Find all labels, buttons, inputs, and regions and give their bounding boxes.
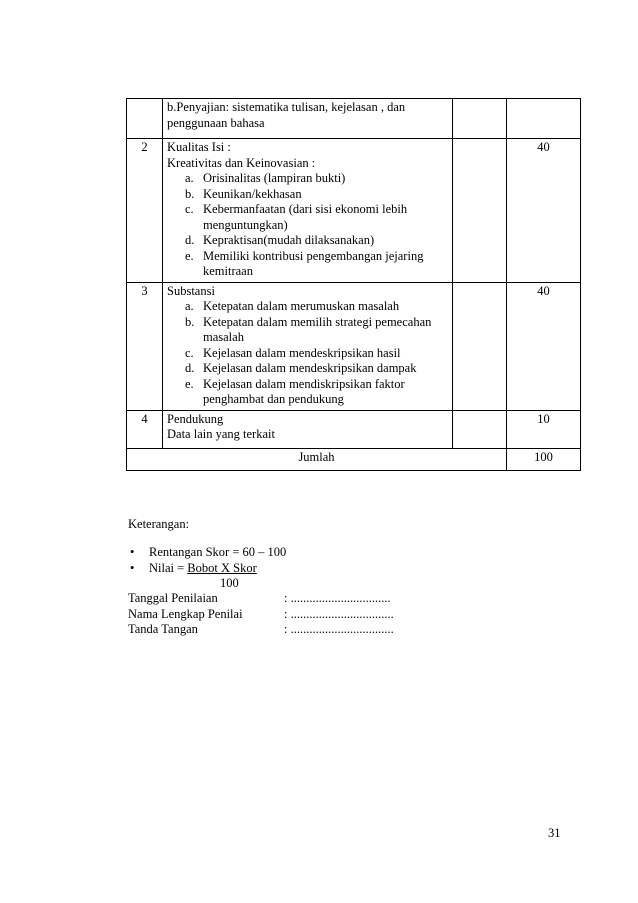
criteria-list	[167, 171, 448, 280]
list-item: e. Kejelasan dalam mendiskripsikan faktor penghambat dan pendukung	[185, 376, 405, 406]
list-item: c. Kejelasan dalam mendeskripsikan hasil	[185, 345, 401, 360]
criteria-cell	[163, 282, 453, 410]
list-item: d. Kejelasan dalam mendeskripsikan dampak	[185, 361, 417, 375]
list-item: a. Orisinalitas (lampiran bukti)	[185, 171, 346, 185]
total-label: Jumlah	[127, 448, 507, 470]
row-number: 4	[127, 410, 163, 448]
notes-heading: Keterangan:	[128, 517, 190, 531]
info-row	[128, 591, 394, 607]
weight-cell: 40	[507, 139, 581, 283]
table-row	[127, 282, 581, 410]
table-row	[127, 139, 581, 283]
criteria-title: Pendukung	[167, 411, 224, 426]
score-range: Rentangan Skor = 60 – 100	[149, 545, 287, 559]
score-cell	[453, 282, 507, 410]
score-cell	[453, 99, 507, 139]
criteria-title: Kualitas Isi :	[167, 140, 231, 154]
criteria-cell	[163, 410, 453, 448]
criteria-cell	[163, 139, 453, 283]
signature-block	[128, 591, 394, 638]
row-number	[127, 99, 163, 139]
row-number: 2	[127, 139, 163, 283]
score-cell	[453, 139, 507, 283]
table-row	[127, 410, 581, 448]
formula-prefix: Nilai =	[149, 560, 188, 575]
list-item: d. Kepraktisan(mudah dilaksanakan)	[185, 233, 375, 247]
row-number: 3	[127, 282, 163, 410]
info-value: : .................................	[284, 622, 394, 636]
list-item: e. Memiliki kontribusi pengembangan jejaring kemitraan	[185, 248, 424, 278]
list-item: b. Ketepatan dalam memilih strategi pemecahan masalah	[185, 314, 432, 344]
formula-numerator: Bobot X Skor	[187, 560, 257, 575]
table-total-row	[127, 448, 581, 470]
bullet-icon: •	[130, 560, 135, 575]
criteria-list	[167, 299, 448, 408]
list-item	[128, 561, 286, 577]
info-label: Tanggal Penilaian	[128, 591, 218, 605]
info-value: : ................................	[284, 591, 391, 605]
criteria-subtitle: Data lain yang terkait	[167, 427, 275, 441]
weight-cell: 10	[507, 410, 581, 448]
score-cell	[453, 410, 507, 448]
info-label: Nama Lengkap Penilai	[128, 606, 243, 621]
criteria-title: Substansi	[167, 283, 215, 298]
criteria-text: b.Penyajian: sistematika tulisan, kejelasan , dan penggunaan bahasa	[167, 100, 406, 130]
bullet-icon: •	[130, 545, 135, 559]
list-item	[128, 545, 286, 561]
info-row	[128, 607, 394, 623]
info-label: Tanda Tangan	[128, 622, 198, 636]
info-value: : .................................	[284, 606, 394, 621]
list-item: c. Kebermanfaatan (dari sisi ekonomi lebih menguntungkan)	[185, 202, 408, 232]
list-item: a. Ketepatan dalam merumuskan masalah	[185, 299, 400, 313]
notes-list	[128, 545, 286, 592]
weight-cell	[507, 99, 581, 139]
weight-cell: 40	[507, 282, 581, 410]
page-number: 31	[548, 826, 561, 840]
formula-denominator: 100	[220, 576, 239, 590]
info-row	[128, 622, 394, 638]
assessment-table	[126, 98, 581, 471]
total-value: 100	[507, 448, 581, 470]
table-row	[127, 99, 581, 139]
criteria-cell	[163, 99, 453, 139]
criteria-subtitle: Kreativitas dan Keinovasian :	[167, 155, 316, 170]
list-item: b. Keunikan/kekhasan	[185, 186, 302, 201]
